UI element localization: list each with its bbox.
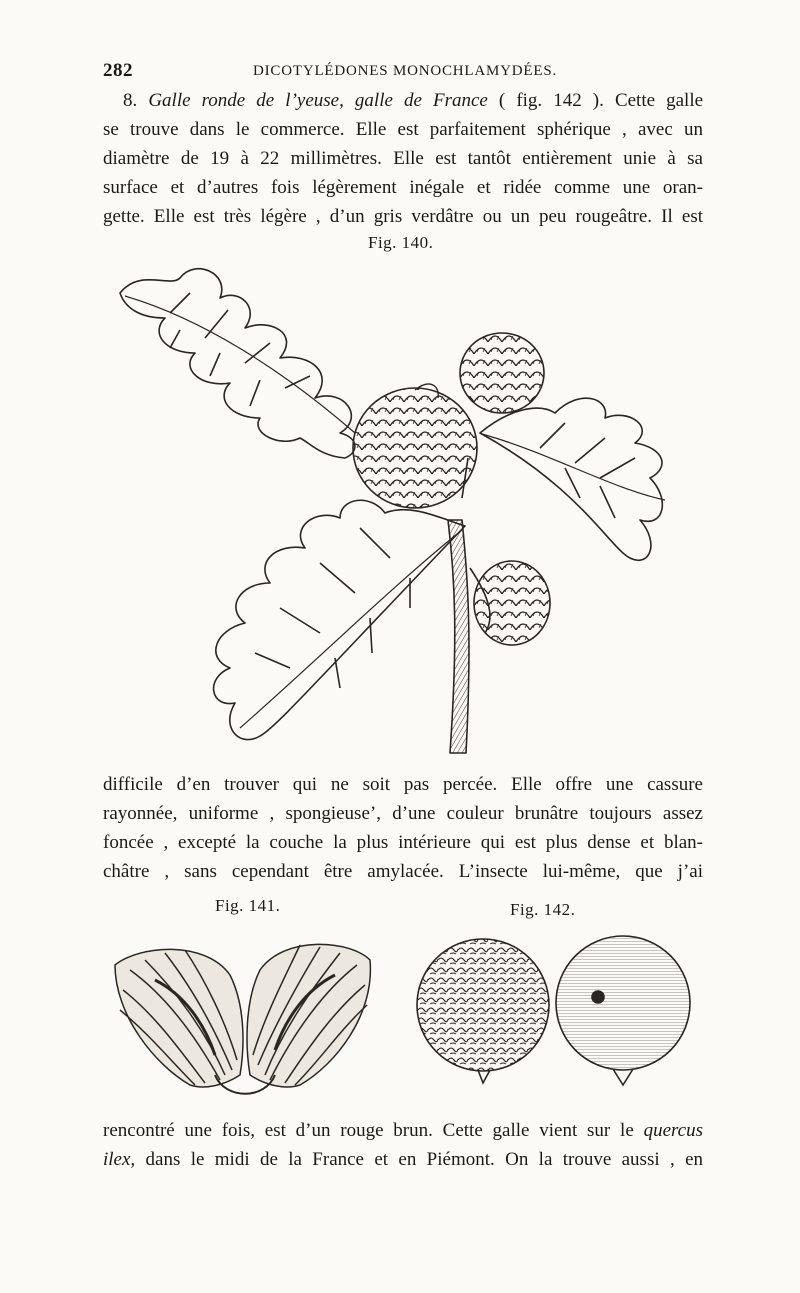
paragraph-3-line-2-text: dans le midi de la France et en Piémont. On la trouve aussi , en [145,1149,704,1170]
paragraph-1-line-4: surface et d’autres fois légèrement inégale et ridée comme une oran- [103,177,703,198]
species-name-quercus: quercus [643,1120,704,1141]
figure-reference-text: ( fig. 142 ). Cette galle [498,90,704,111]
lower-artichoke-gall [474,561,550,645]
paragraph-3-line-1-text: rencontré une fois, est d’un rouge brun. Cette galle vient sur le [103,1120,634,1141]
paragraph-1 [103,86,703,231]
page-number: 282 [103,60,133,81]
central-artichoke-gall [353,388,477,508]
running-head: DICOTYLÉDONES MONOCHLAMYDÉES. [253,63,558,79]
upper-left-leaf [120,269,355,458]
figure-140-oak-branch-with-galls [110,258,690,758]
paragraph-1-line-3: diamètre de 19 à 22 millimètres. Elle est tantôt entièrement unie à sa [103,148,703,169]
wrinkled-gall [417,939,549,1071]
paragraph-3 [103,1116,703,1174]
name-separator: , [339,90,344,111]
paragraph-1-line-2: se trouve dans le commerce. Elle est parfaitement sphérique , avec un [103,119,703,140]
paragraph-2-line-3: foncée , excepté la couche la plus intérieure qui est plus dense et blan- [103,832,703,853]
smooth-gall [556,936,690,1070]
paragraph-2-line-1: difficile d’en trouver qui ne soit pas percée. Elle offre une cassure [103,774,703,795]
paragraph-3-line-2 [103,1145,703,1174]
upper-artichoke-gall [460,333,544,413]
branch-stem [448,520,469,753]
lower-left-leaf [214,500,465,739]
item-number: 8. [123,90,138,111]
page-header [103,60,703,86]
paragraph-2-line-4: châtre , sans cependant être amylacée. L’insecte lui-même, que j’ai [103,861,703,882]
exit-hole [592,991,604,1003]
paragraph-3-line-1 [103,1116,703,1145]
paragraph-2 [103,770,703,886]
species-name-ilex: ilex, [103,1149,136,1170]
figure-142-round-galls [408,935,698,1105]
figure-141-gall-cross-section [95,935,390,1105]
figure-141-caption: Fig. 141. [215,896,281,915]
paragraph-2-line-2: rayonnée, uniforme , spongieuse’, d’une couleur brunâtre toujours assez [103,803,703,824]
figure-140-caption: Fig. 140. [368,233,434,252]
gall-name-yeuse: Galle ronde de l’yeuse [148,90,340,111]
figure-142-caption: Fig. 142. [510,900,576,919]
paragraph-1-line-5: gette. Elle est très légère , d’un gris verdâtre ou un peu rougeâtre. Il est [103,206,703,227]
gall-name-france: galle de France [354,90,488,111]
paragraph-1-line-1 [103,86,703,115]
